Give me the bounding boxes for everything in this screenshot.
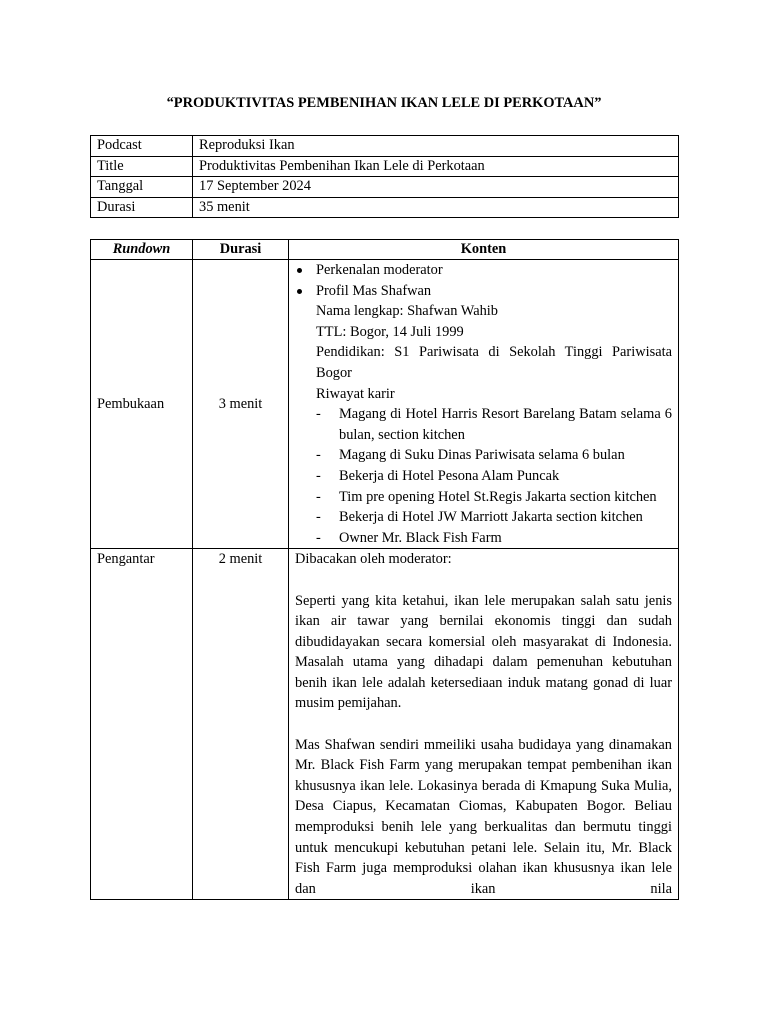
- career-text: Magang di Suku Dinas Pariwisata selama 6 bulan: [339, 447, 625, 464]
- segment-name: Pembukaan: [91, 260, 193, 549]
- header-rundown: Rundown: [91, 240, 193, 260]
- career-text: Owner Mr. Black Fish Farm: [339, 529, 502, 546]
- paragraph: Seperti yang kita ketahui, ikan lele merupakan salah satu jenis ikan air tawar yang bernilai ekonomis tinggi dan sudah dibudidayakan secara komersial oleh masyarakat di Indonesia. Masalah utama yang dihadapi dalam pemenuhan kebutuhan benih ikan lele adalah ketersediaan induk matang gonad di luar musim pemijahan.: [295, 592, 672, 712]
- career-item: [295, 528, 672, 549]
- list-item: [295, 281, 672, 302]
- header-konten: Konten: [289, 240, 679, 260]
- dash-mark: -: [316, 509, 321, 526]
- paragraph: Mas Shafwan sendiri mmeiliki usaha budidaya yang dinamakan Mr. Black Fish Farm yang merupakan tempat pembenihan ikan khususnya ikan lele. Lokasinya berada di Kmapung Suka Mulia, Desa Ciapus, Kecamatan Ciomas, Kabupaten Bogor. Beliau memproduksi benih lele yang berkualitas dan bermutu tinggi untuk mencukupi kebutuhan petani lele. Selain itu, Mr. Black Fish Farm juga memproduksi olahan ikan khususnya ikan lele dan ikan nila: [295, 736, 672, 897]
- career-text: Magang di Hotel Harris Resort Barelang Batam selama 6 bulan, section kitchen: [339, 406, 672, 443]
- segment-content: [289, 549, 679, 900]
- intro-line: Dibacakan oleh moderator:: [295, 551, 452, 568]
- dash-mark: -: [316, 467, 321, 484]
- header-durasi: Durasi: [193, 240, 289, 260]
- info-label: Podcast: [91, 136, 193, 157]
- segment-duration: 3 menit: [193, 260, 289, 549]
- career-item: [295, 487, 672, 508]
- dash-mark: -: [316, 406, 321, 423]
- rundown-header-row: [91, 240, 679, 260]
- profile-line: TTL: Bogor, 14 Juli 1999: [316, 323, 464, 340]
- info-label: Durasi: [91, 197, 193, 218]
- dash-mark: -: [316, 488, 321, 505]
- career-text: Bekerja di Hotel Pesona Alam Puncak: [339, 467, 560, 484]
- career-text: Tim pre opening Hotel St.Regis Jakarta section kitchen: [339, 488, 657, 505]
- podcast-info-table: [90, 135, 679, 218]
- career-item: [295, 466, 672, 487]
- info-row-podcast: [91, 136, 679, 157]
- paragraph-gap: [295, 714, 672, 735]
- rundown-table: [90, 239, 679, 900]
- bullet-icon: [297, 268, 302, 273]
- segment-name: Pengantar: [91, 549, 193, 900]
- segment-content: [289, 260, 679, 549]
- paragraph-gap: [295, 570, 672, 591]
- info-value: 35 menit: [193, 197, 679, 218]
- bullet-text: Perkenalan moderator: [316, 262, 443, 278]
- bullet-icon: [297, 289, 302, 294]
- career-item: [295, 507, 672, 528]
- profile-line: Nama lengkap: Shafwan Wahib: [316, 303, 499, 320]
- rundown-row-pembukaan: [91, 260, 679, 549]
- info-row-tanggal: [91, 177, 679, 198]
- info-value: Produktivitas Pembenihan Ikan Lele di Perkotaan: [193, 156, 679, 177]
- profile-line: Riwayat karir: [316, 385, 395, 402]
- dash-mark: -: [316, 447, 321, 464]
- info-label: Tanggal: [91, 177, 193, 198]
- dash-mark: -: [316, 529, 321, 546]
- info-label: Title: [91, 156, 193, 177]
- segment-duration: 2 menit: [193, 549, 289, 900]
- profile-line: Pendidikan: S1 Pariwisata di Sekolah Tinggi Pariwisata Bogor: [316, 344, 672, 381]
- info-row-durasi: [91, 197, 679, 218]
- document-title: “PRODUKTIVITAS PEMBENIHAN IKAN LELE DI PERKOTAAN”: [166, 95, 602, 111]
- career-item: [295, 404, 672, 445]
- bullet-text: Profil Mas Shafwan: [316, 282, 432, 299]
- career-text: Bekerja di Hotel JW Marriott Jakarta section kitchen: [339, 509, 643, 526]
- career-item: [295, 445, 672, 466]
- info-value: 17 September 2024: [193, 177, 679, 198]
- rundown-row-pengantar: [91, 549, 679, 900]
- list-item: [295, 260, 672, 281]
- info-value: Reproduksi Ikan: [193, 136, 679, 157]
- info-row-title: [91, 156, 679, 177]
